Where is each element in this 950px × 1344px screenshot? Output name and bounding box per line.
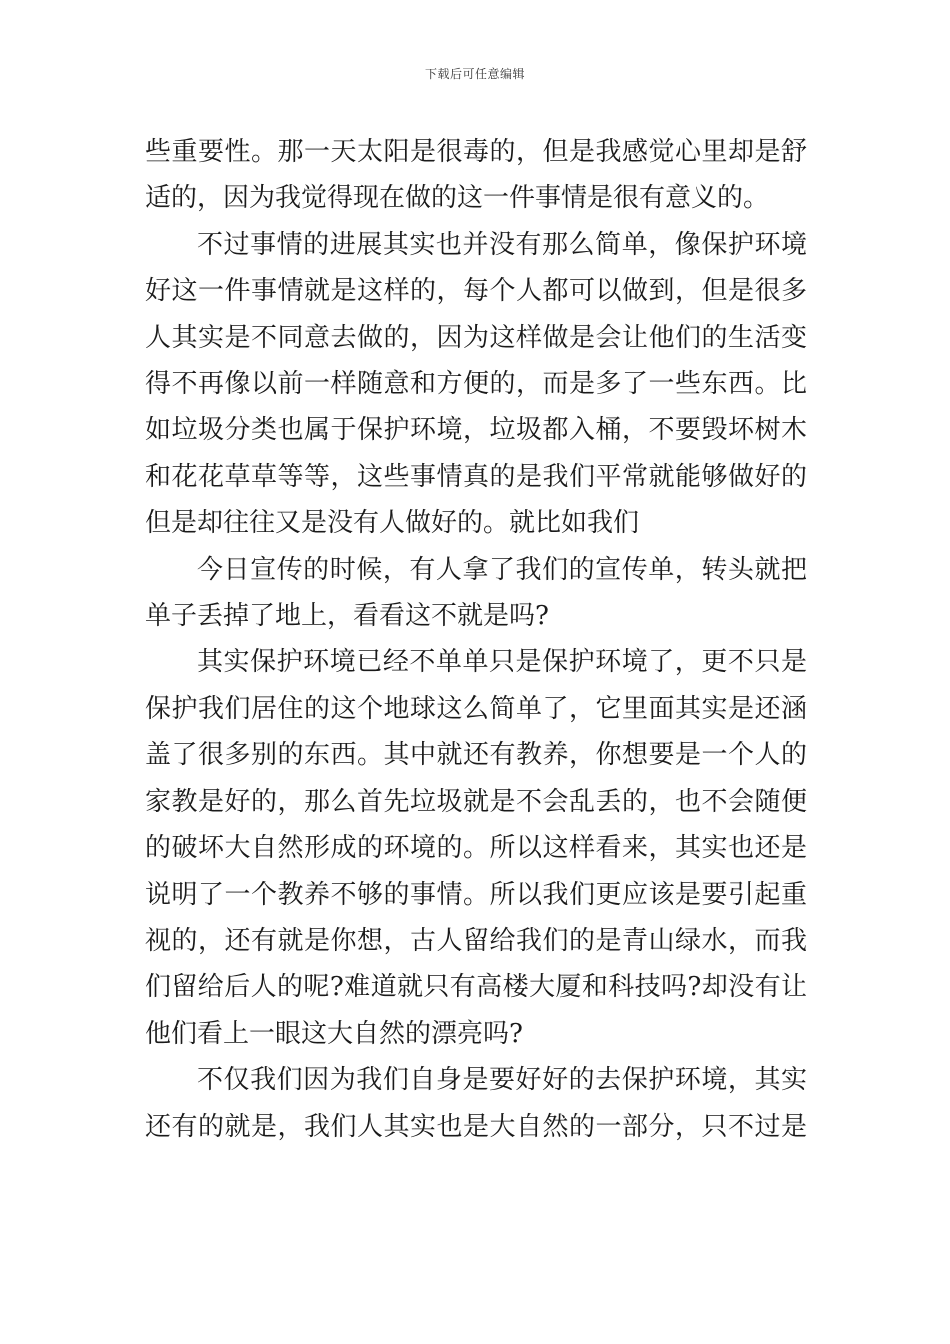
text-line: 得不再像以前一样随意和方便的，而是多了一些东西。比	[145, 369, 807, 400]
header-note: 下载后可任意编辑	[424, 67, 525, 81]
text-line: 还有的就是，我们人其实也是大自然的一部分，只不过是	[145, 1111, 807, 1142]
text-line: 他们看上一眼这大自然的漂亮吗?	[145, 1018, 523, 1049]
text-line: 如垃圾分类也属于保护环境，垃圾都入桶，不要毁坏树木	[145, 415, 807, 446]
text-line: 的破坏大自然形成的环境的。所以这样看来，其实也还是	[145, 833, 807, 864]
text-line: 说明了一个教养不够的事情。所以我们更应该是要引起重	[145, 879, 807, 910]
paragraph-2	[145, 222, 807, 547]
text-line: 今日宣传的时候，有人拿了我们的宣传单，转头就把	[197, 554, 807, 585]
text-line: 些重要性。那一天太阳是很毒的，但是我感觉心里却是舒	[145, 137, 807, 167]
text-line: 们留给后人的呢?难道就只有高楼大厦和科技吗?却没有让	[145, 972, 807, 1003]
text-line: 视的，还有就是你想，古人留给我们的是青山绿水，而我	[145, 925, 807, 956]
text-line: 不仅我们因为我们自身是要好好的去保护环境，其实	[197, 1065, 807, 1096]
text-line: 不过事情的进展其实也并没有那么简单，像保护环境	[197, 229, 807, 260]
body-text	[145, 129, 807, 1150]
paragraph-3	[145, 547, 807, 640]
text-line: 适的，因为我觉得现在做的这一件事情是很有意义的。	[145, 183, 770, 214]
text-line: 家教是好的，那么首先垃圾就是不会乱丢的，也不会随便	[145, 786, 807, 817]
paragraph-5	[145, 1057, 807, 1150]
text-line: 好这一件事情就是这样的，每个人都可以做到，但是很多	[145, 276, 807, 307]
text-line: 保护我们居住的这个地球这么简单了，它里面其实是还涵	[145, 693, 807, 724]
paragraph-1	[145, 129, 807, 222]
paragraph-4	[145, 639, 807, 1057]
text-line: 其实保护环境已经不单单只是保护环境了，更不只是	[197, 647, 807, 678]
text-line: 人其实是不同意去做的，因为这样做是会让他们的生活变	[145, 322, 807, 353]
text-line: 盖了很多别的东西。其中就还有教养，你想要是一个人的	[145, 740, 807, 771]
text-line: 和花花草草等等，这些事情真的是我们平常就能够做好的	[145, 461, 807, 492]
text-line: 单子丢掉了地上，看看这不就是吗?	[145, 601, 549, 632]
text-line: 但是却往往又是没有人做好的。就比如我们	[145, 508, 640, 539]
